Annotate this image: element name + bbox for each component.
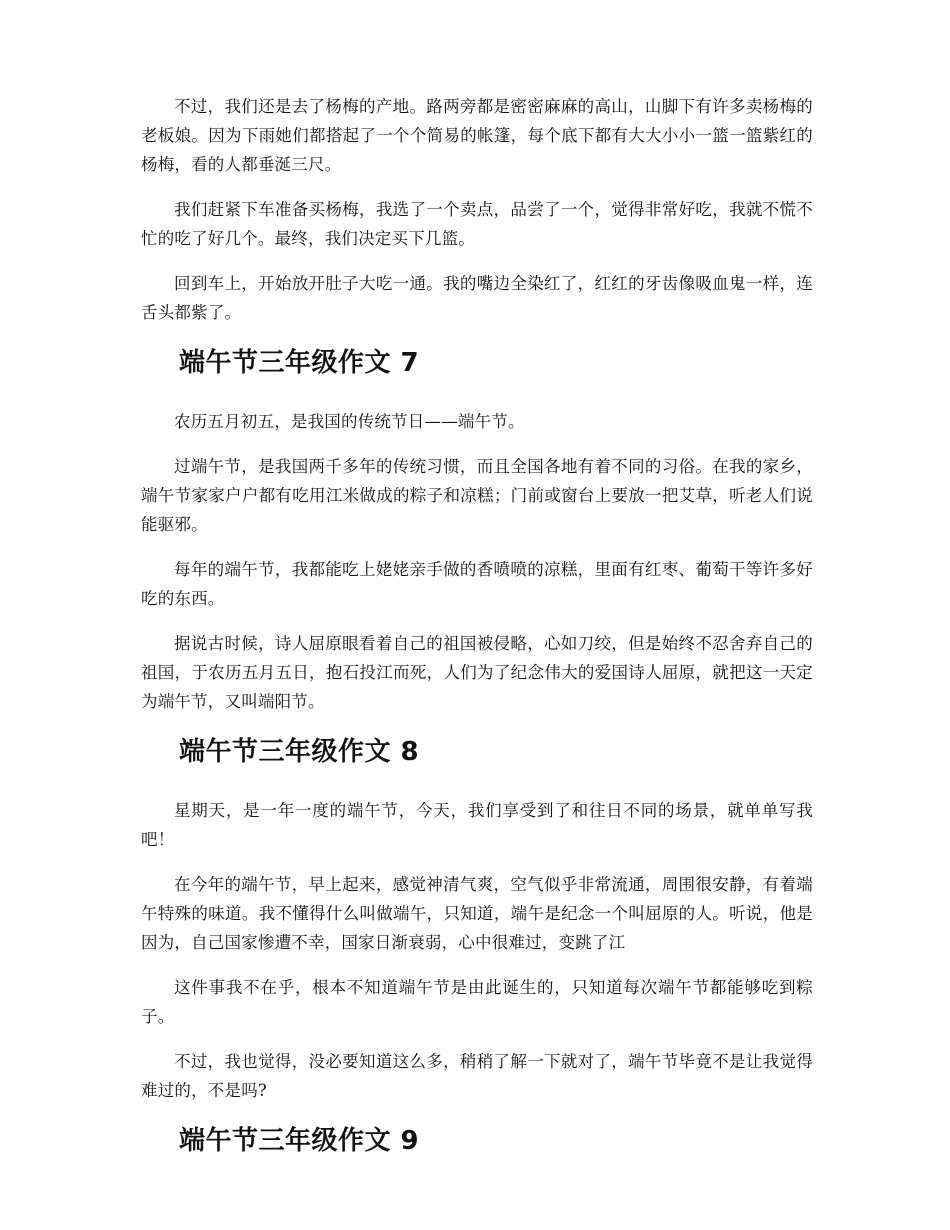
paragraph: 我们赶紧下车准备买杨梅，我选了一个卖点，品尝了一个，觉得非常好吃，我就不慌不忙的吃了好几个。最终，我们决定买下几篮。 — [141, 200, 813, 248]
paragraph: 农历五月初五，是我国的传统节日——端午节。 — [174, 412, 525, 431]
section-heading: 端午节三年级作文 9 — [179, 1126, 420, 1156]
paragraph: 不过，我们还是去了杨梅的产地。路两旁都是密密麻麻的高山，山脚下有许多卖杨梅的老板娘。因为下雨她们都搭起了一个个简易的帐篷，每个底下都有大大小小一篮一篮紫红的杨梅，看的人都垂涎三尺。 — [141, 97, 813, 174]
paragraph: 过端午节，是我国两千多年的传统习惯，而且全国各地有着不同的习俗。在我的家乡，端午节家家户户都有吃用江米做成的粽子和凉糕；门前或窗台上要放一把艾草，听老人们说能驱邪。 — [141, 457, 813, 534]
paragraph: 据说古时候，诗人屈原眼看着自己的祖国被侵略，心如刀绞，但是始终不忍舍弃自己的祖国，于农历五月五日，抱石投江而死，人们为了纪念伟大的爱国诗人屈原，就把这一天定为端午节，又叫端阳节。 — [141, 634, 813, 711]
paragraph: 回到车上，开始放开肚子大吃一通。我的嘴边全染红了，红红的牙齿像吸血鬼一样，连舌头都紫了。 — [141, 274, 813, 322]
section-heading: 端午节三年级作文 7 — [179, 348, 420, 378]
paragraph: 每年的端午节，我都能吃上姥姥亲手做的香喷喷的凉糕，里面有红枣、葡萄干等许多好吃的东西。 — [141, 560, 813, 608]
paragraph: 在今年的端午节，早上起来，感觉神清气爽，空气似乎非常流通，周围很安静，有着端午特殊的味道。我不懂得什么叫做端午，只知道，端午是纪念一个叫屈原的人。听说，他是因为，自己国家惨遭不幸，国家日渐衰弱，心中很难过，变跳了江 — [141, 875, 813, 952]
paragraph: 不过，我也觉得，没必要知道这么多，稍稍了解一下就对了，端午节毕竟不是让我觉得难过的，不是吗? — [141, 1052, 813, 1100]
paragraph: 星期天，是一年一度的端午节，今天，我们享受到了和往日不同的场景，就单单写我吧！ — [141, 801, 813, 849]
paragraph: 这件事我不在乎，根本不知道端午节是由此诞生的，只知道每次端午节都能够吃到粽子。 — [141, 978, 813, 1026]
section-heading: 端午节三年级作文 8 — [179, 737, 420, 767]
document-page — [141, 92, 813, 1185]
